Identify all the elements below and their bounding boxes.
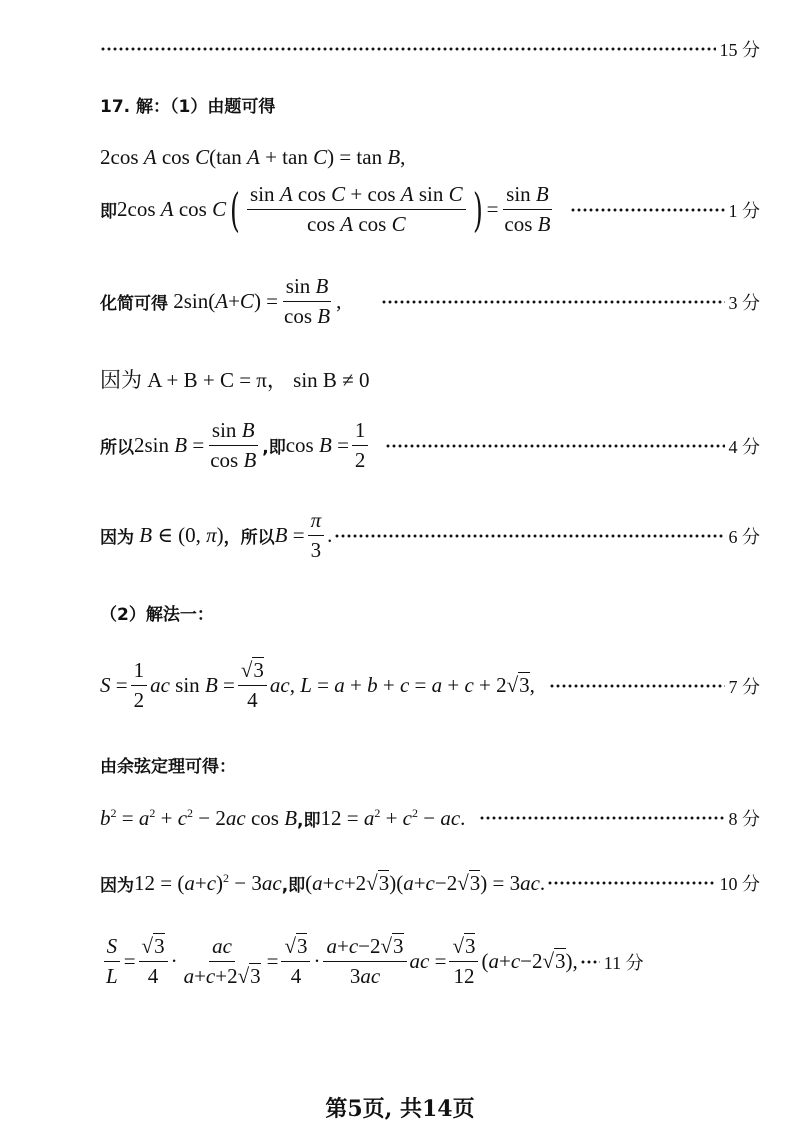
score-label: 15 分: [719, 40, 760, 60]
line-top-score: [100, 36, 760, 62]
equation-line-2: 即 2cos A cos C ( $\frac{\text{sin A cos C + cos A sin C}}{\text{cos A cos C}}$ ) = $\frac{\text{sin B}}{\text{cos B}}$ 1 分: [100, 182, 760, 237]
leader-dots: [381, 300, 724, 304]
cosine-rule-heading: 由余弦定理可得：: [100, 757, 236, 777]
equation-line-4: 因为 A + B + C = π， sin B ≠ 0: [100, 368, 370, 392]
leader-dots: [385, 444, 724, 448]
leader-dots: [334, 534, 724, 538]
equation-line-10: b $^2$ = a $^2$ + c $^2$ − 2 ac cos B ,即 12 = a $^2$ + c $^2$ − ac . 8 分: [100, 805, 760, 831]
equation-line-3: 化简可得 2sin( A + C ) = $\frac{\text{sin B}}{\text{cos B}}$ , 3 分: [100, 274, 760, 328]
score-label: 6 分: [728, 526, 760, 547]
equation-line-6: 因为 B ∈ (0, π ) ，所以 B = $\frac{\pi}{3}$ . 6 分: [100, 508, 760, 562]
score-label: 7 分: [728, 676, 760, 697]
problem-heading: 17. 解：（1）由题可得: [100, 97, 276, 117]
score-label: 8 分: [728, 809, 760, 829]
equation-line-11: 因为 12 = ( a + c )$^2$ − 3 ac ,即 ( a + c +2√3)( a + c −2√3) = 3 ac . 10 分: [100, 870, 760, 896]
leader-dots: [479, 816, 724, 820]
method-heading: （2）解法一：: [100, 605, 214, 625]
score-label: 4 分: [728, 436, 760, 457]
leader-dots: [570, 208, 724, 212]
score-label: 1 分: [728, 200, 760, 221]
equation-line-5: 所以 2sin B = $\frac{\text{sin B}}{\text{cos B}}$ ,即 cos B = $\frac{1}{2}$ 4 分: [100, 418, 760, 472]
leader-dots: [580, 960, 600, 964]
score-label: 11 分: [603, 952, 644, 973]
page-footer: 第5页, 共14页: [325, 1096, 475, 1122]
score-label: 3 分: [728, 292, 760, 313]
equation-line-1: 2cos A cos C (tan A + tan C ) = tan B ,: [100, 145, 406, 169]
leader-dots: [549, 684, 725, 688]
equation-line-12: $\frac{S}{L}$ = $\frac{√3}{4}$ · $\frac{ac}{a+c+2√3}$ = $\frac{√3}{4}$ · $\frac{a+c-2√3}{3ac}$ ac = $\frac{√3}{12}$ ( a + c −2√3), 11 分: [100, 934, 760, 989]
score-label: 10 分: [719, 874, 760, 894]
equation-line-8: S = $\frac{1}{2}$ ac sin B = $\frac{√3}{4}$ ac , L = a + b + c = a + c + 2√3, 7 分: [100, 658, 760, 712]
leader-dots: [547, 881, 715, 885]
leader-dots: [100, 47, 716, 51]
